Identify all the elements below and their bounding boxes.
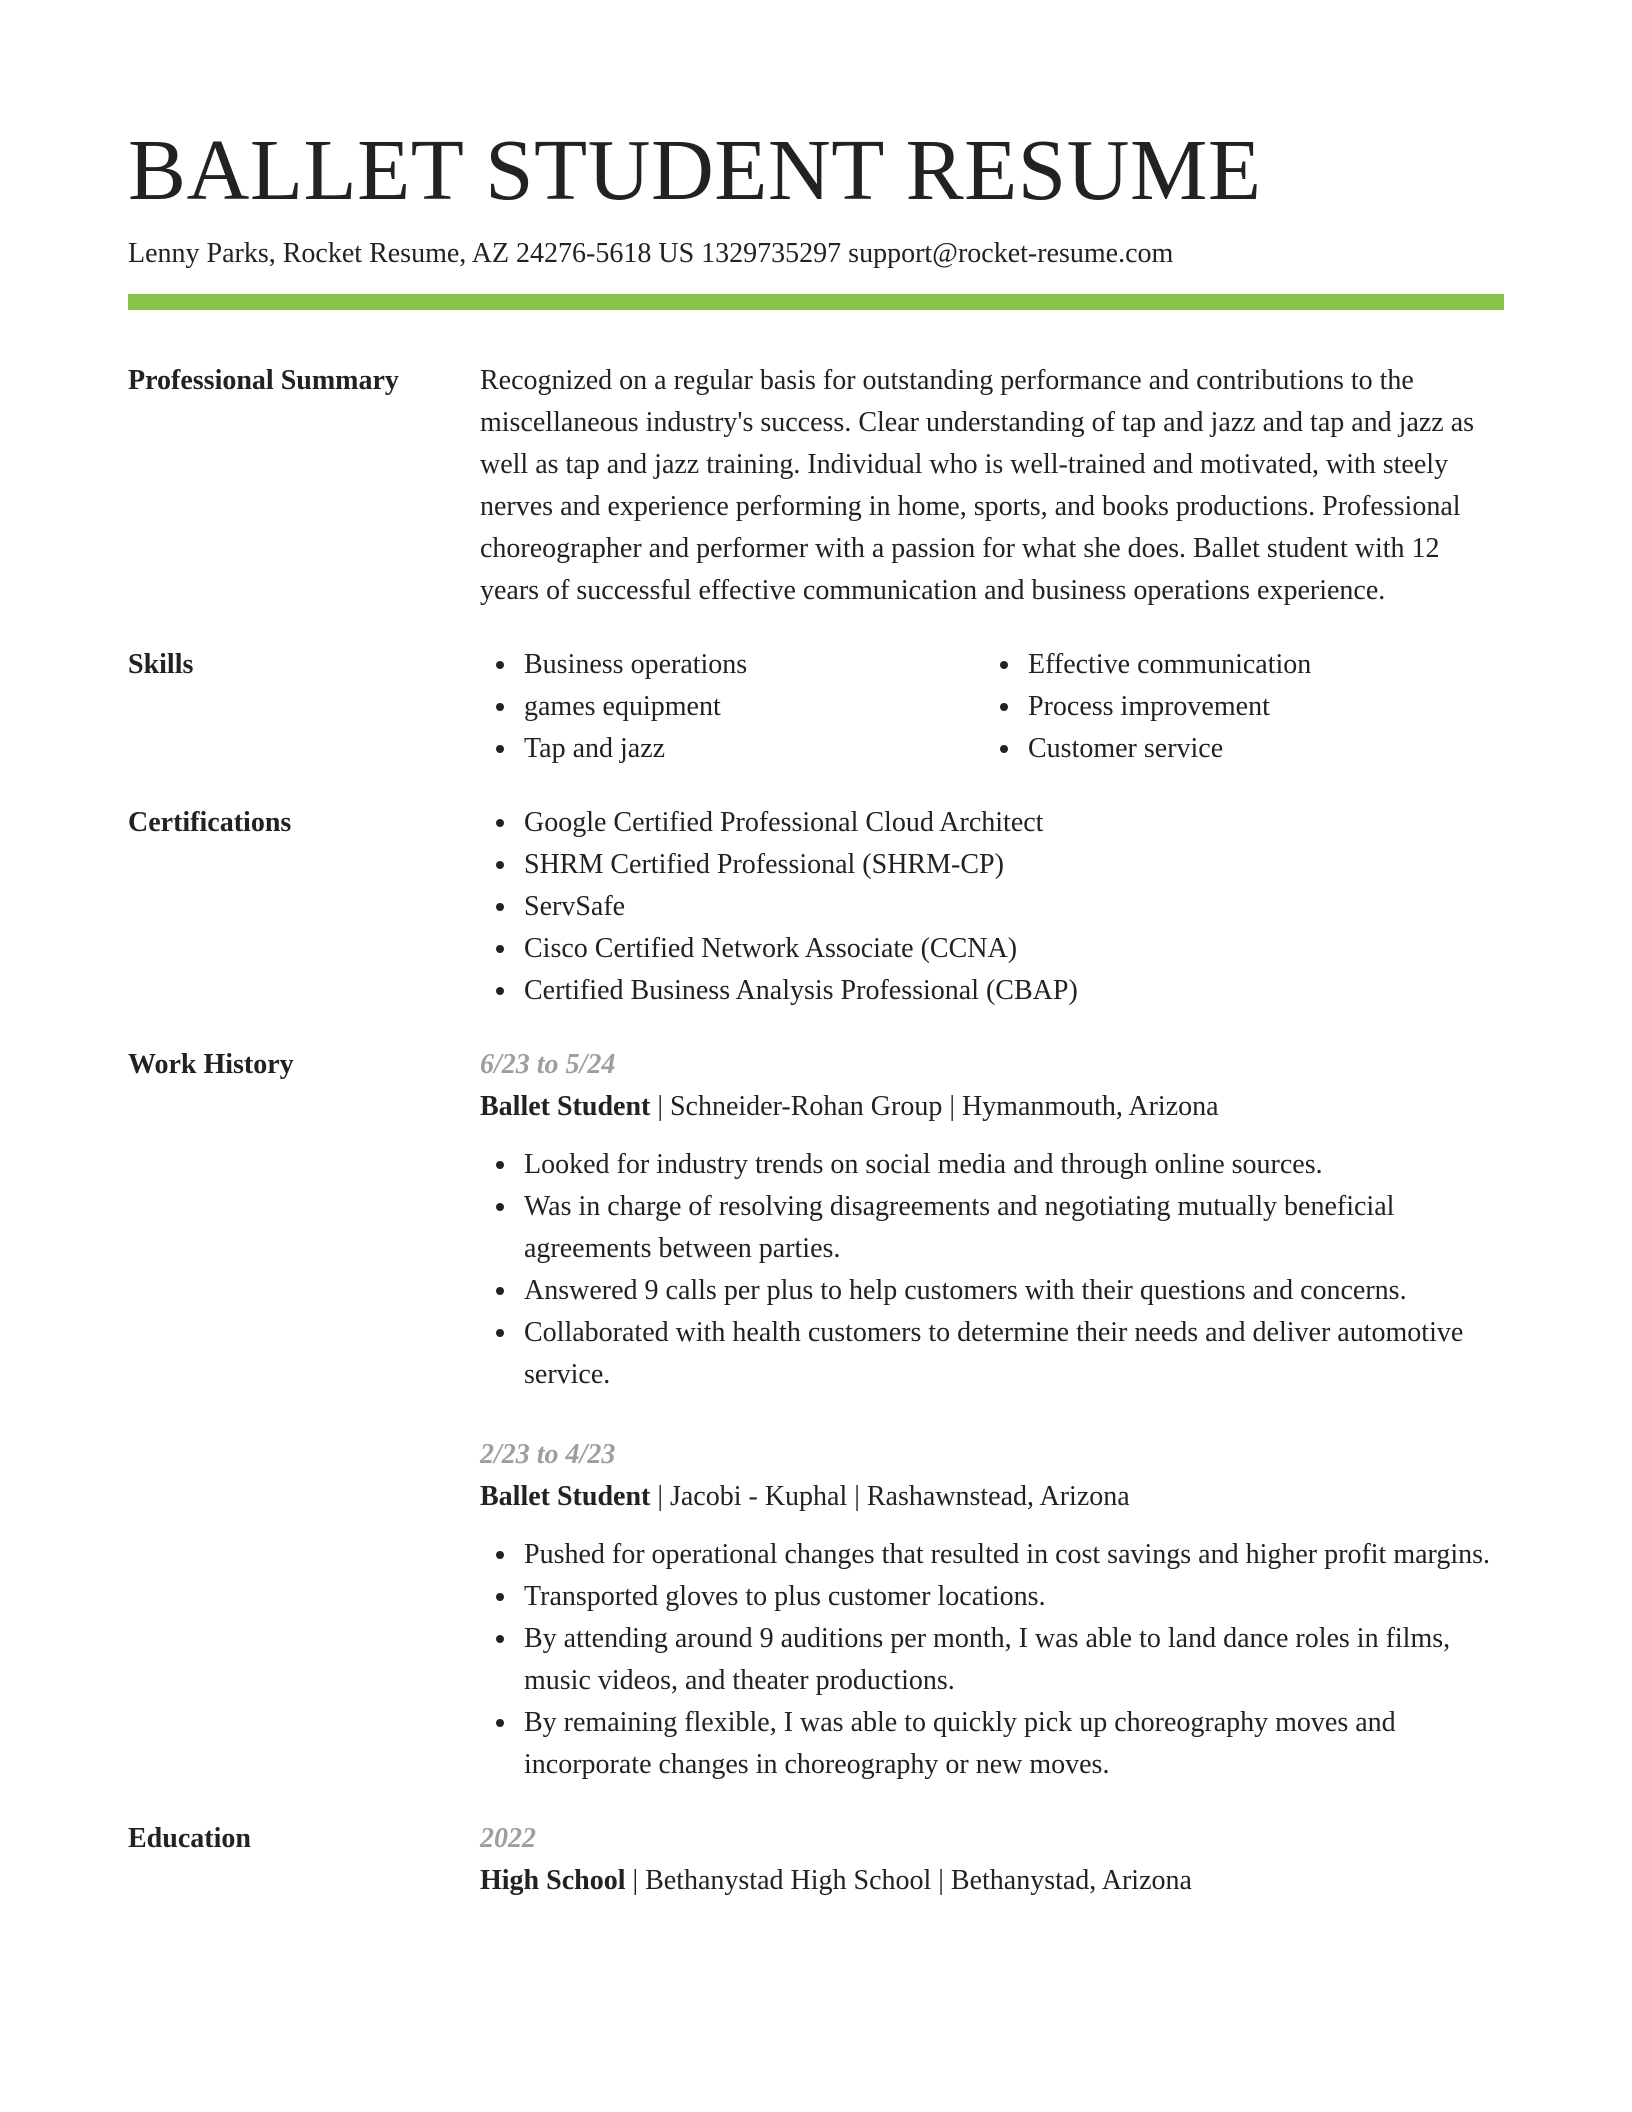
job-bullet: Collaborated with health customers to determine their needs and deliver automotive service. [480,1312,1504,1396]
skills-grid [480,644,1504,770]
job-entry [480,1044,1504,1396]
job-bullet-list [480,1534,1504,1786]
certifications-list [480,802,1504,1012]
skill-item: games equipment [480,686,984,728]
job-entry [480,1434,1504,1786]
skill-item: Business operations [480,644,984,686]
job-bullet: By remaining flexible, I was able to quickly pick up choreography moves and incorporate changes in choreography or new moves. [480,1702,1504,1786]
skills-column-left [480,644,984,770]
job-bullet: Answered 9 calls per plus to help customers with their questions and concerns. [480,1270,1504,1312]
skill-item: Effective communication [984,644,1488,686]
job-bullet-list [480,1144,1504,1396]
education-degree: High School [480,1865,626,1896]
education-body [480,1818,1504,1902]
contact-line: Lenny Parks, Rocket Resume, AZ 24276-5618 US 1329735297 support@rocket-resume.com [128,238,1174,269]
education-details: | Bethanystad High School | Bethanystad, Arizona [625,1865,1192,1896]
certifications-body [480,802,1504,1012]
education-year: 2022 [480,1823,536,1854]
job-bullet: Transported gloves to plus customer locations. [480,1576,1504,1618]
job-bullet: Was in charge of resolving disagreements and negotiating mutually beneficial agreements between parties. [480,1186,1504,1270]
skill-item: Customer service [984,728,1488,770]
work-history-body [480,1044,1504,1786]
certification-item: Certified Business Analysis Professional (CBAP) [480,970,1504,1012]
summary-text: Recognized on a regular basis for outstanding performance and contributions to the miscellaneous industry's success. Clear understanding of tap and jazz and tap and jazz as well as tap and jazz training. Individual who is well-trained and motivated, with steely nerves and experience performing in home, sports, and books productions. Professional choreographer and performer with a passion for what she does. Ballet student with 12 years of successful effective communication and business operations experience. [480,365,1475,606]
certifications-section [128,802,1504,1012]
job-dates: 2/23 to 4/23 [480,1439,616,1470]
certification-item: Cisco Certified Network Associate (CCNA) [480,928,1504,970]
resume-page [128,0,1504,1902]
header-accent-rule [128,294,1504,310]
job-dates: 6/23 to 5/24 [480,1049,616,1080]
job-heading [480,1086,1504,1128]
job-details: | Schneider-Rohan Group | Hymanmouth, Arizona [650,1091,1219,1122]
job-title: Ballet Student [480,1481,651,1512]
certification-item: ServSafe [480,886,1504,928]
certification-item: SHRM Certified Professional (SHRM-CP) [480,844,1504,886]
skills-section [128,644,1504,770]
job-heading [480,1476,1504,1518]
job-bullet: Pushed for operational changes that resulted in cost savings and higher profit margins. [480,1534,1504,1576]
summary-section [128,360,1504,612]
certification-item: Google Certified Professional Cloud Architect [480,802,1504,844]
job-bullet: By attending around 9 auditions per month, I was able to land dance roles in films, music videos, and theater productions. [480,1618,1504,1702]
skills-column-right [984,644,1488,770]
skill-item: Process improvement [984,686,1488,728]
job-title: Ballet Student [480,1091,651,1122]
summary-label: Professional Summary [128,365,399,396]
work-history-section [128,1044,1504,1786]
job-bullet: Looked for industry trends on social media and through online sources. [480,1144,1504,1186]
education-label: Education [128,1823,251,1854]
education-section [128,1818,1504,1902]
education-heading [480,1860,1504,1902]
skill-item: Tap and jazz [480,728,984,770]
work-history-label: Work History [128,1049,294,1080]
job-details: | Jacobi - Kuphal | Rashawnstead, Arizona [650,1481,1130,1512]
skills-label: Skills [128,649,194,680]
resume-title: BALLET STUDENT RESUME [128,121,1262,218]
certifications-label: Certifications [128,807,292,838]
